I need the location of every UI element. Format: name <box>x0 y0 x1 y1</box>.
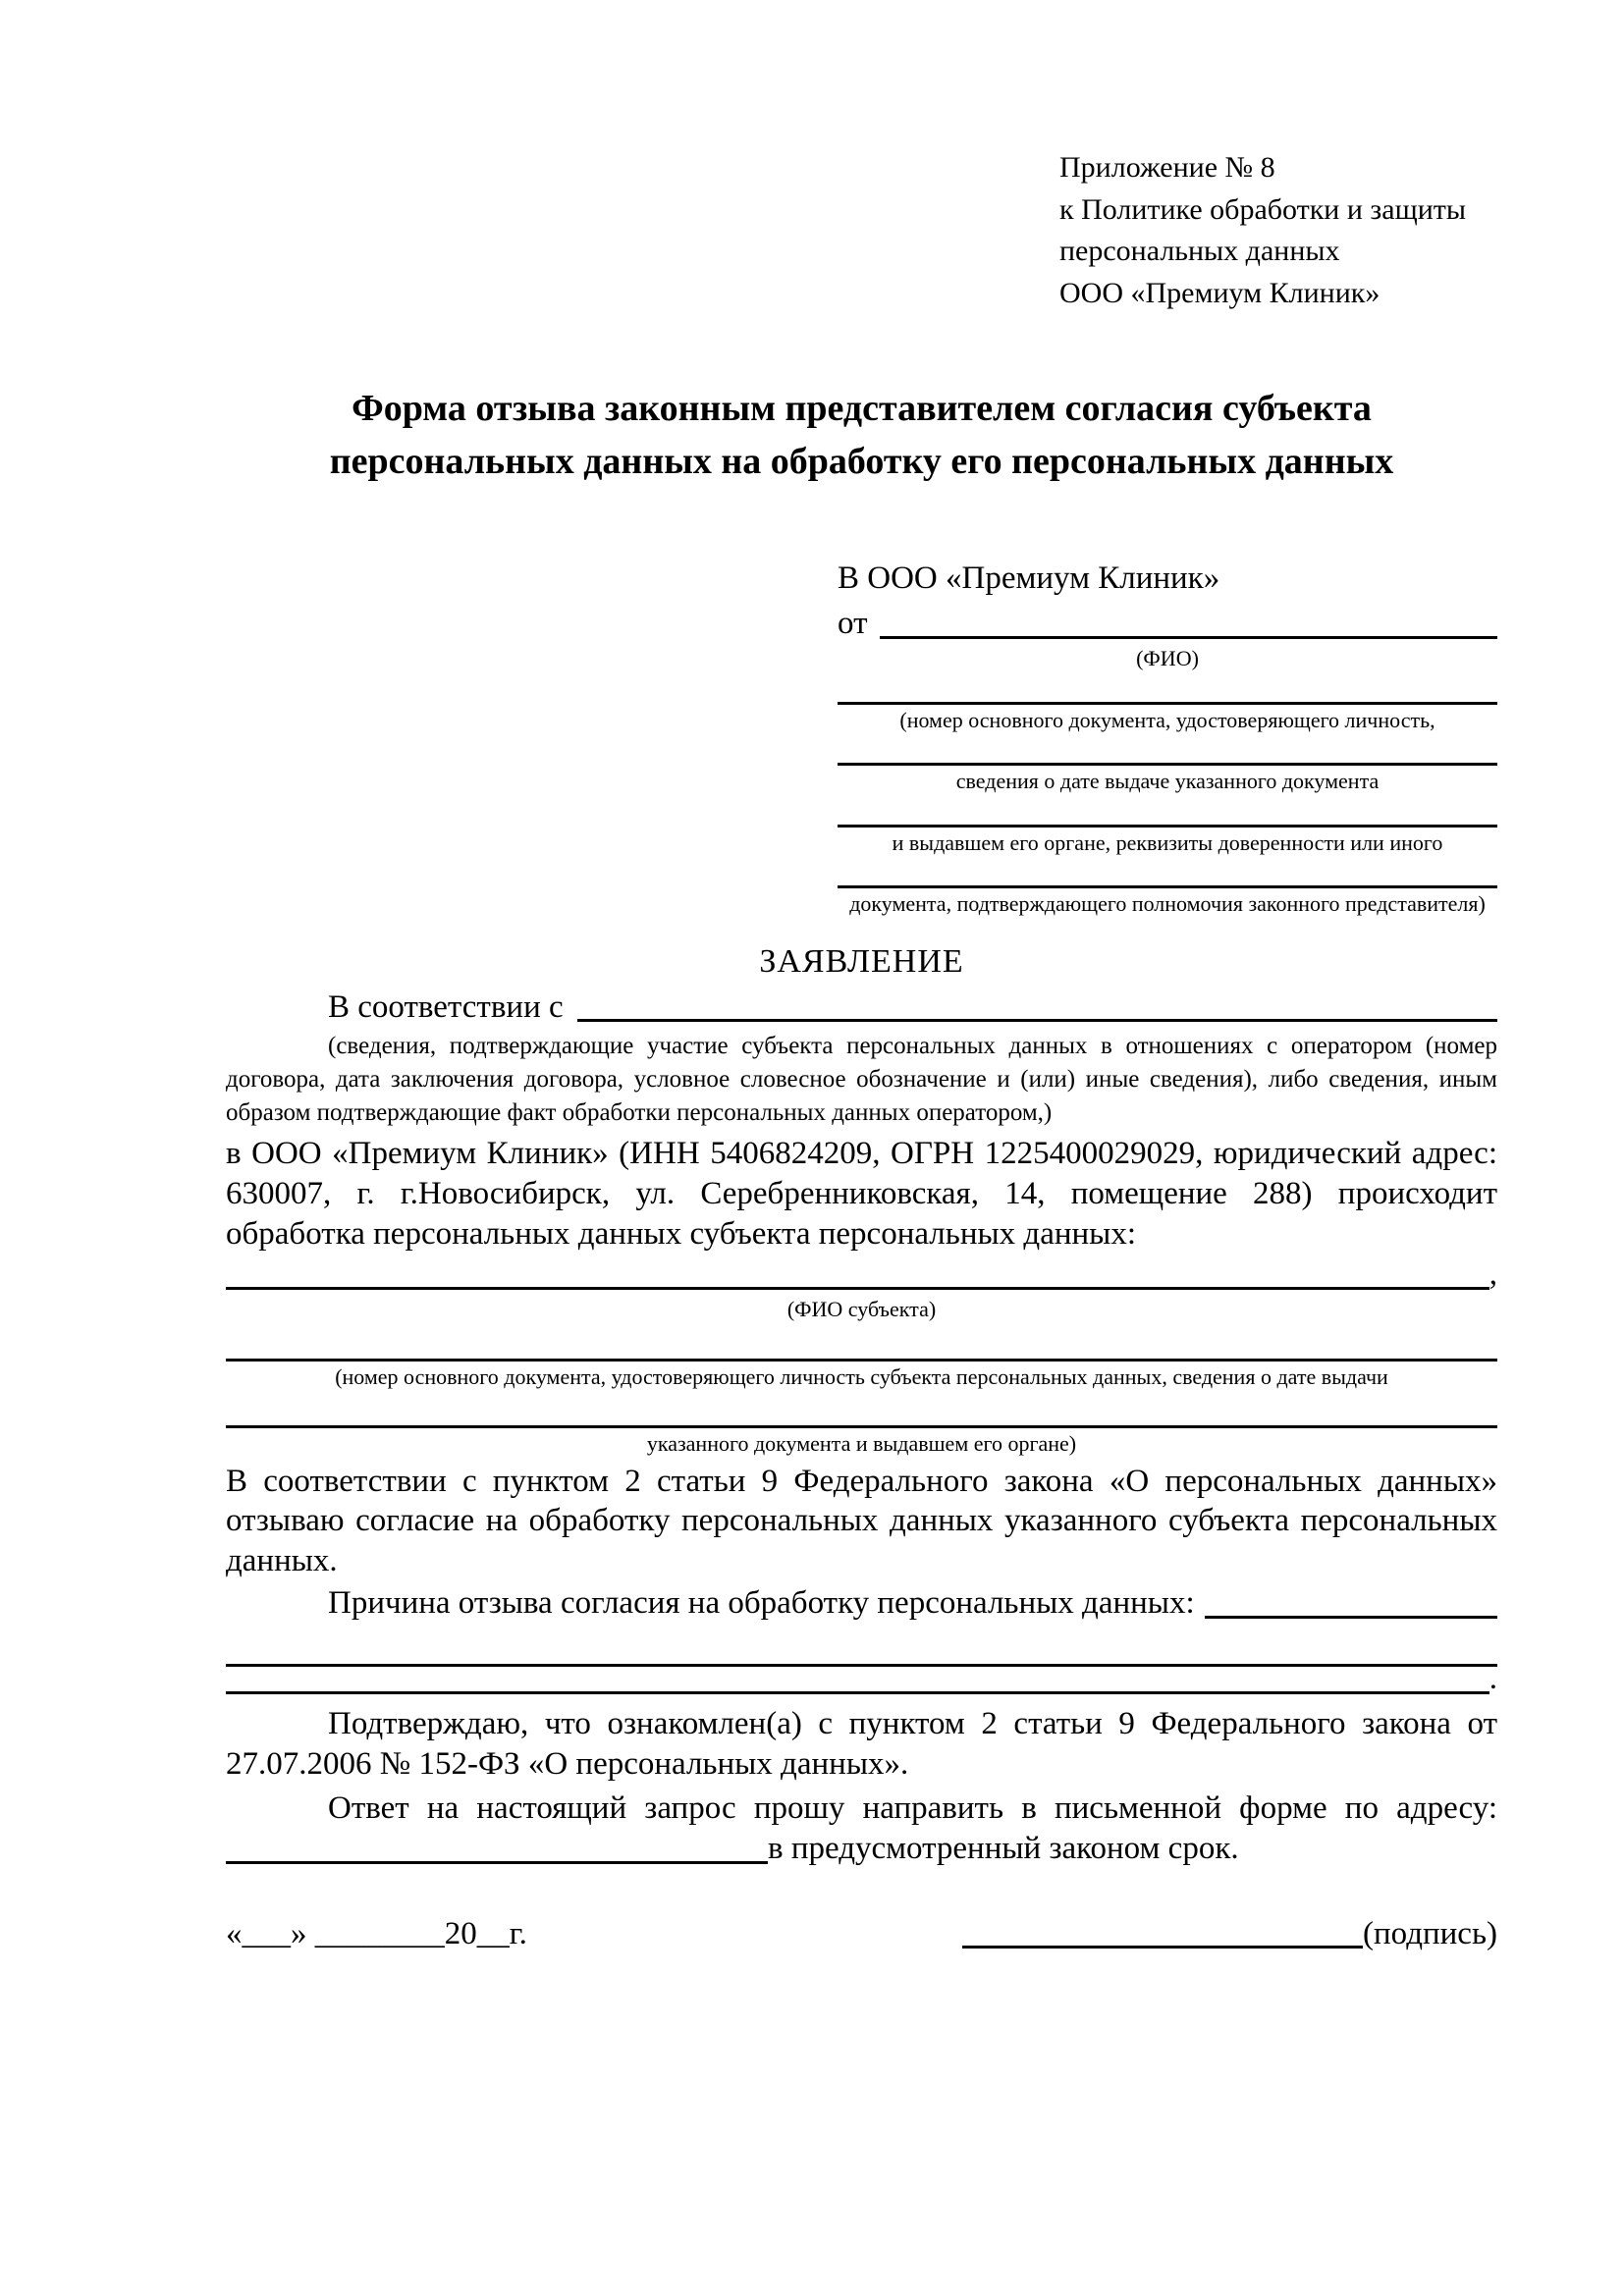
representative-doc-caption-1: (номер основного документа, удостоверяющего личность, <box>899 707 1435 732</box>
reason-period: . <box>1489 1661 1497 1697</box>
representative-doc-blank-line-1 <box>838 672 1497 705</box>
subject-fio-blank-line <box>226 1287 1489 1290</box>
representative-doc-field-4 <box>838 856 1497 918</box>
legal-basis-blank-line <box>577 1019 1497 1022</box>
subject-fio-comma: , <box>1489 1256 1497 1293</box>
subject-fio-caption: (ФИО субъекта) <box>786 1297 937 1321</box>
operator-paragraph: в ООО «Премиум Клиник» (ИНН 5406824209, ОГРН 1225400029029, юридический адрес: 630007, г. г.Новосибирск, ул. Серебренниковская, 14, помещение 288) происходит обработка персональных данных субъекта персональных данных: <box>226 1136 1497 1253</box>
subject-fio-row <box>226 1256 1497 1296</box>
attachment-note-line-3: персональных данных <box>1059 235 1340 268</box>
representative-doc-field-2 <box>838 733 1497 795</box>
from-label: от <box>838 605 868 641</box>
addressee-organization: В ООО «Премиум Клиник» <box>838 561 1220 597</box>
subject-doc-caption-1: (номер основного документа, удостоверяющего личность субъекта персональных данных, сведения о дате выдачи <box>335 1363 1388 1389</box>
legal-basis-note: (сведения, подтверждающие участие субъекта персональных данных в отношениях с оператором (номер договора, дата заключения договора, условное словесное обозначение и (или) иные сведения), либо сведения, иным образом подтверждающие факт обработки персональных данных оператором,) <box>226 1033 1497 1127</box>
withdraw-paragraph: В соответствии с пунктом 2 статьи 9 Федерального закона «О персональных данных» отзываю согласие на обработку персональных данных указанного субъекта персональных данных. <box>226 1463 1497 1579</box>
representative-doc-caption-2: сведения о дате выдаче указанного документа <box>955 769 1380 794</box>
representative-doc-blank-line-4 <box>838 856 1497 888</box>
date-blank-line: «___» ________20__г. <box>226 1915 527 1951</box>
footer-row <box>226 1914 1497 1955</box>
attachment-note <box>1059 147 1497 314</box>
reason-blank-line-3 <box>226 1691 1489 1694</box>
representative-doc-blank-line-3 <box>838 795 1497 828</box>
subject-doc-caption-2: указанного документа и выдавшем его органе) <box>646 1431 1077 1456</box>
reason-blank-line-2 <box>226 1625 1497 1667</box>
signature-caption: (подпись) <box>1363 1915 1497 1951</box>
acknowledge-paragraph: Подтверждаю, что ознакомлен(а) с пунктом 2 статьи 9 Федерального закона от 27.07.2006 № 152-ФЗ «О персональных данных». <box>226 1705 1497 1782</box>
attachment-note-line-2: к Политике обработки и защиты <box>1059 192 1467 226</box>
subject-doc-blank-line-1 <box>226 1323 1497 1362</box>
signature-blank-line <box>962 1946 1363 1949</box>
representative-doc-field-3 <box>838 795 1497 857</box>
addressee-block <box>838 558 1497 918</box>
reason-blank-line-1 <box>1205 1616 1497 1619</box>
subject-doc-blank-line-2 <box>226 1390 1497 1428</box>
reason-blank-row-3 <box>226 1661 1497 1700</box>
reply-address-blank-line <box>226 1861 768 1864</box>
attachment-note-line-1: Приложение № 8 <box>1059 151 1275 184</box>
representative-doc-caption-3: и выдавшем его органе, реквизиты доверенности или иного <box>892 829 1443 855</box>
reason-row <box>226 1583 1497 1625</box>
representative-fio-blank-line <box>880 636 1498 639</box>
representative-doc-blank-line-2 <box>838 733 1497 766</box>
representative-doc-field-1 <box>838 672 1497 734</box>
representative-fio-caption: (ФИО) <box>1136 646 1199 671</box>
reply-address-row <box>226 1829 1497 1870</box>
from-row <box>838 603 1497 646</box>
legal-basis-label: В соответствии с <box>328 988 564 1025</box>
signature-block <box>962 1914 1497 1955</box>
representative-doc-caption-4: документа, подтверждающего полномочия законного представителя) <box>849 891 1486 917</box>
document-title: Форма отзыва законным представителем согласия субъекта персональных данных на обработку его персональных данных <box>329 388 1394 483</box>
reason-label: Причина отзыва согласия на обработку персональных данных: <box>328 1585 1195 1622</box>
reply-paragraph: Ответ на настоящий запрос прошу направить в письменной форме по адресу: <box>328 1789 1497 1826</box>
legal-basis-row <box>226 988 1497 1029</box>
attachment-note-line-4: ООО «Премиум Клиник» <box>1059 276 1380 309</box>
reply-tail-text: в предусмотренный законом срок. <box>768 1830 1239 1866</box>
statement-heading: ЗАЯВЛЕНИЕ <box>759 942 964 980</box>
